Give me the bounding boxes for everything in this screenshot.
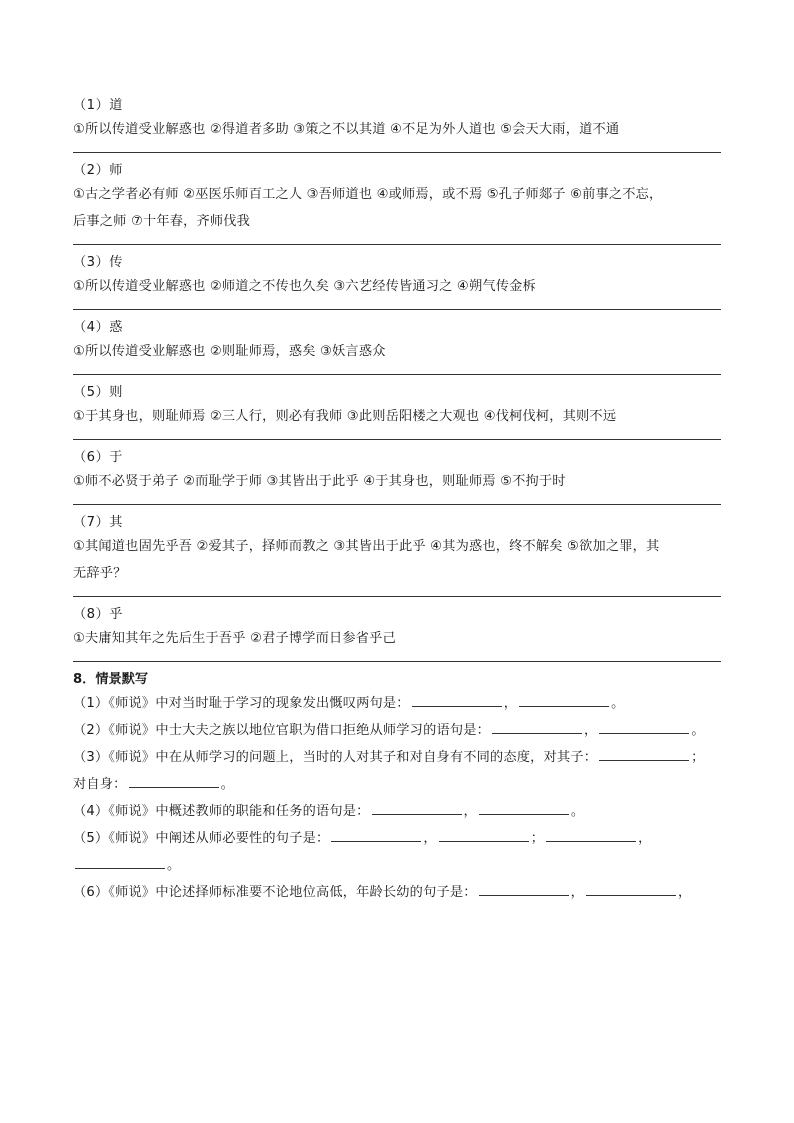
answer-line[interactable] <box>73 309 721 310</box>
answer-blank[interactable] <box>586 881 676 896</box>
section-title: 8．情景默写 <box>73 672 149 687</box>
answer-blank[interactable] <box>331 827 421 842</box>
fill-in-text: 。 <box>691 723 705 738</box>
question-label: （2）师 <box>73 163 123 178</box>
answer-blank[interactable] <box>129 773 219 788</box>
fill-in-item <box>73 717 735 744</box>
question-label: （1）道 <box>73 98 123 113</box>
fill-in-text: ， <box>584 723 598 738</box>
question-text: ①于其身也，则耻师焉 ②三人行，则必有我师 ③此则岳阳楼之大观也 ④伐柯伐柯，其则不远 <box>73 409 617 424</box>
answer-blank[interactable] <box>492 719 582 734</box>
question-text: ①所以传道受业解惑也 ②则耻师焉，惑矣 ③妖言惑众 <box>73 344 386 359</box>
content <box>73 96 735 906</box>
question-block <box>73 448 735 505</box>
answer-line[interactable] <box>73 439 721 440</box>
question-label: （6）于 <box>73 450 123 465</box>
question-text: ①其闻道也固先乎吾 ②爱其子，择师而教之 ③其皆出于此乎 ④其为惑也，终不解矣 ⑤欲加之罪，其 <box>73 539 660 554</box>
answer-blank[interactable] <box>372 800 462 815</box>
question-text: ①师不必贤于弟子 ②而耻学于师 ③其皆出于此乎 ④于其身也，则耻师焉 ⑤不拘于时 <box>73 474 566 489</box>
answer-blank[interactable] <box>412 692 502 707</box>
fill-in-item <box>73 771 735 798</box>
fill-in-item <box>73 852 735 879</box>
question-label: （8）乎 <box>73 607 123 622</box>
fill-in-text: 。 <box>570 804 585 819</box>
question-text: ①所以传道受业解惑也 ②师道之不传也久矣 ③六艺经传皆通习之 ④朔气传金柝 <box>73 279 536 294</box>
answer-line[interactable] <box>73 244 721 245</box>
question-block <box>73 161 735 245</box>
fill-in-text: 。 <box>220 777 234 792</box>
answer-blank[interactable] <box>519 692 609 707</box>
answer-line[interactable] <box>73 661 721 662</box>
question-label: （4）惑 <box>73 320 123 335</box>
question-block <box>73 253 735 310</box>
fill-in-item <box>73 690 735 717</box>
question-label: （5）则 <box>73 385 123 400</box>
answer-line[interactable] <box>73 504 721 505</box>
fill-in-text: 对自身： <box>73 777 127 792</box>
question-text: 后事之师 ⑦十年春，齐师伐我 <box>73 214 251 229</box>
answer-line[interactable] <box>73 152 721 153</box>
fill-in-text: ， <box>463 804 477 819</box>
question-text: ①夫庸知其年之先后生于吾乎 ②君子博学而日参省乎己 <box>73 631 396 646</box>
answer-blank[interactable] <box>479 881 569 896</box>
fill-in-item <box>73 879 735 906</box>
answer-blank[interactable] <box>479 800 569 815</box>
answer-blank[interactable] <box>75 854 165 869</box>
answer-blank[interactable] <box>439 827 529 842</box>
question-text: 无辞乎？ <box>73 566 127 581</box>
question-list <box>73 96 735 662</box>
fill-in-item <box>73 825 735 852</box>
question-label: （7）其 <box>73 515 123 530</box>
fill-in-text: ， <box>638 831 652 846</box>
fill-in-text: （5）《师说》中阐述从师必要性的句子是： <box>73 831 330 846</box>
question-text: ①所以传道受业解惑也 ②得道者多助 ③策之不以其道 ④不足为外人道也 ⑤会天大雨，道不通 <box>73 122 620 137</box>
answer-line[interactable] <box>73 596 721 597</box>
fill-in-item <box>73 798 735 825</box>
fill-in-item <box>73 744 735 771</box>
fill-in-text: （1）《师说》中对当时耻于学习的现象发出慨叹两句是： <box>73 696 410 711</box>
fill-in-text: ， <box>423 831 437 846</box>
fill-in-text: （4）《师说》中概述教师的职能和任务的语句是： <box>73 804 370 819</box>
question-block <box>73 513 735 597</box>
question-block <box>73 383 735 440</box>
fill-in-text: ， <box>678 885 692 900</box>
fill-in-text: 。 <box>611 696 625 711</box>
answer-line[interactable] <box>73 374 721 375</box>
fill-in-text: （3）《师说》中在从师学习的问题上，当时的人对其子和对自身有不同的态度，对其子： <box>73 750 598 765</box>
question-text: ①古之学者必有师 ②巫医乐师百工之人 ③吾师道也 ④或师焉，或不焉 ⑤孔子师郯子 ⑥前事之不忘， <box>73 187 663 202</box>
fill-in-text: ； <box>691 750 705 765</box>
fill-in-list <box>73 690 735 906</box>
fill-in-text: ， <box>570 885 585 900</box>
fill-in-text: 。 <box>167 858 181 873</box>
answer-blank[interactable] <box>546 827 636 842</box>
fill-in-text: （6）《师说》中论述择师标准要不论地位高低，年龄长幼的句子是： <box>73 885 477 900</box>
question-block <box>73 96 735 153</box>
question-block <box>73 605 735 662</box>
question-block <box>73 318 735 375</box>
fill-in-text: ， <box>503 696 518 711</box>
fill-in-text: （2）《师说》中士大夫之族以地位官职为借口拒绝从师学习的语句是： <box>73 723 490 738</box>
answer-blank[interactable] <box>599 719 689 734</box>
question-label: （3）传 <box>73 255 123 270</box>
answer-blank[interactable] <box>599 746 689 761</box>
fill-in-text: ； <box>530 831 545 846</box>
